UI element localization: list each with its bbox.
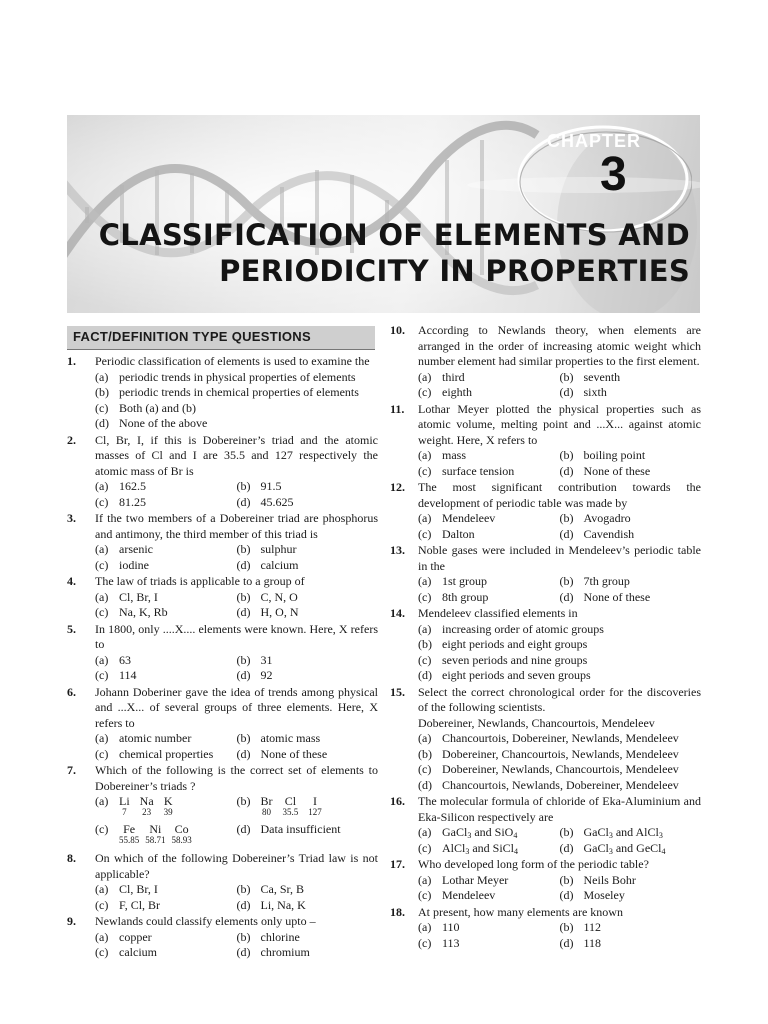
question-text: The molecular formula of chloride of Eka-Aluminium and Eka-Silicon respectively are [418, 794, 701, 824]
element-triad: Li 7 Na 23 K 39 [119, 794, 173, 817]
question-number: 14. [390, 606, 405, 620]
option-c: (c) Both (a) and (b) [95, 400, 196, 415]
option-c: (c) 81.25 [95, 494, 146, 509]
chapter-title-line-2: PERIODICITY IN PROPERTIES [219, 254, 690, 288]
chemical-formula: AlCl$_3$ and SiCl$_4$ [442, 840, 519, 856]
question-number: 8. [67, 851, 76, 865]
element-triad: Fe 55.85 Ni 58.71 Co 58.93 [119, 822, 192, 845]
question-text: At present, how many elements are known [418, 904, 623, 919]
option-a: (a) mass [418, 448, 466, 462]
option-b: (b) chlorine [236, 929, 300, 944]
question-18 [390, 905, 701, 952]
question-6 [67, 685, 378, 763]
option-b: (b) Neils Bohr [559, 872, 636, 887]
question-text: Johann Doberiner gave the idea of trends among physical and ...X... of several groups of three elements. Here, X refers to [95, 684, 378, 730]
question-7 [67, 763, 378, 850]
question-text: Periodic classification of elements is used to examine the [95, 354, 370, 368]
option-b: (b) GaCl$_3$ and AlCl$_3$ [560, 825, 702, 841]
option-a: (a) arsenic [95, 542, 153, 556]
question-number: 9. [67, 914, 76, 928]
option-b: (b) Dobereiner, Chancourtois, Newlands, Mendeleev [418, 746, 679, 761]
question-text: The law of triads is applicable to a group of [95, 574, 305, 588]
option-b: (b) 7th group [559, 574, 630, 588]
option-a: (a) Cl, Br, I [95, 882, 158, 896]
option-c: (c) seven periods and nine groups [418, 652, 588, 667]
question-number: 4. [67, 574, 76, 588]
option-a: (a) copper [95, 929, 152, 944]
question-text: If the two members of a Dobereiner triad are phosphorus and antimony, the third member of this triad is [95, 511, 378, 541]
option-c: (c) Fe 55.85 Ni 58.71 Co 58.93 [95, 822, 237, 850]
question-number: 17. [390, 857, 405, 871]
question-12 [390, 480, 701, 542]
left-column [67, 354, 378, 962]
chemical-formula: GaCl$_3$ and SiO$_4$ [442, 825, 518, 840]
option-a: (a) Chancourtois, Dobereiner, Newlands, Mendeleev [418, 731, 679, 745]
option-d: (d) H, O, N [236, 605, 299, 619]
option-c: (c) F, Cl, Br [95, 897, 161, 912]
option-d: (d) 118 [559, 935, 602, 950]
option-b: (b) atomic mass [236, 731, 321, 745]
option-c: (c) 113 [418, 935, 460, 950]
option-c: (c) iodine [95, 557, 149, 572]
option-d: (d) Cavendish [559, 526, 635, 541]
option-d: (d) sixth [559, 385, 607, 399]
question-number: 6. [67, 684, 76, 699]
option-b: (b) periodic trends in chemical properties of elements [95, 385, 359, 399]
question-11 [390, 402, 701, 480]
option-a: (a) Li 7 Na 23 K 39 [95, 794, 237, 822]
option-b: (b) 31 [236, 652, 273, 667]
option-d: (d) 92 [236, 668, 273, 682]
question-number: 3. [67, 511, 76, 525]
chapter-label: CHAPTER [547, 131, 642, 151]
question-text: Mendeleev classified elements in [418, 606, 578, 620]
question-text: On which of the following Dobereiner’s Triad law is not applicable? [95, 851, 378, 881]
option-a: (a) third [418, 369, 465, 384]
question-text: Cl, Br, I, if this is Dobereiner’s triad and the atomic masses of Cl and I are 35.5 and 127 respectively the atomic mass of Br is [95, 432, 378, 478]
question-number: 5. [67, 621, 76, 636]
option-d: (d) Chancourtois, Newlands, Dobereiner, Mendeleev [418, 777, 679, 792]
question-15 [390, 685, 701, 794]
chapter-banner [67, 115, 700, 313]
chemical-formula: GaCl$_3$ and GeCl$_4$ [583, 840, 666, 856]
option-b: (b) Br 80 Cl 35.5 I 127 [237, 794, 379, 822]
option-c: (c) chemical properties [95, 746, 214, 761]
chapter-title [70, 217, 690, 289]
option-b: (b) Avogadro [559, 511, 631, 525]
option-d: (d) eight periods and seven groups [418, 668, 591, 682]
question-2 [67, 433, 378, 511]
option-b: (b) 91.5 [236, 479, 282, 493]
question-text: Select the correct chronological order for the discoveries of the following scientists. [418, 684, 701, 714]
option-b: (b) boiling point [559, 448, 646, 462]
option-c: (c) Na, K, Rb [95, 605, 168, 619]
option-a: (a) Lothar Meyer [418, 872, 509, 887]
question-14 [390, 606, 701, 684]
option-c: (c) eighth [418, 385, 472, 399]
option-a: (a) Cl, Br, I [95, 589, 158, 604]
chapter-title-line-1: CLASSIFICATION OF ELEMENTS AND [98, 218, 690, 252]
question-text: According to Newlands theory, when elements are arranged in the order of increasing atomic weight which number element had similar properties to the first element. [418, 323, 701, 368]
option-a: (a) periodic trends in physical properties of elements [95, 369, 356, 384]
option-a: (a) 110 [418, 920, 460, 934]
question-4 [67, 574, 378, 621]
option-c: (c) AlCl$_3$ and SiCl$_4$ [418, 841, 560, 857]
option-c: (c) surface tension [418, 463, 515, 478]
option-d: (d) None of these [559, 589, 651, 604]
option-a: (a) 63 [95, 652, 131, 667]
question-text: The most significant contribution towards the development of periodic table was made by [418, 480, 701, 510]
question-number: 18. [390, 904, 405, 919]
question-5 [67, 622, 378, 684]
option-d: (d) None of these [236, 746, 328, 761]
question-13 [390, 543, 701, 605]
option-d: (d) Li, Na, K [236, 897, 306, 912]
question-number: 15. [390, 684, 405, 699]
option-a: (a) 1st group [418, 574, 487, 588]
option-d: (d) 45.625 [236, 494, 294, 509]
option-c: (c) calcium [95, 945, 157, 959]
question-number: 10. [390, 323, 405, 337]
option-c: (c) Dobereiner, Newlands, Chancourtois, Mendeleev [418, 762, 679, 776]
right-column [390, 323, 701, 952]
question-17 [390, 857, 701, 904]
option-b: (b) eight periods and eight groups [418, 637, 588, 651]
question-number: 11. [390, 401, 405, 416]
option-c: (c) 114 [95, 668, 137, 682]
option-d: (d) Data insufficient [236, 822, 341, 836]
question-text: Lothar Meyer plotted the physical properties such as atomic volume, melting point and ...X... against atomic weight. Here, X refers to [418, 401, 701, 447]
option-d: (d) GaCl$_3$ and GeCl$_4$ [560, 841, 702, 857]
option-c: (c) Mendeleev [418, 888, 496, 902]
question-text: Noble gases were included in Mendeleev’s periodic table in the [418, 543, 701, 573]
option-a: (a) GaCl$_3$ and SiO$_4$ [418, 825, 560, 841]
option-a: (a) atomic number [95, 731, 192, 745]
option-a: (a) 162.5 [95, 479, 146, 493]
option-c: (c) Dalton [418, 526, 475, 541]
question-text: Which of the following is the correct set of elements to Dobereiner’s triads ? [95, 763, 378, 793]
option-b: (b) C, N, O [236, 589, 298, 604]
question-number: 7. [67, 763, 76, 777]
question-8 [67, 851, 378, 913]
question-10 [390, 323, 701, 401]
option-b: (b) seventh [559, 369, 621, 384]
question-number: 2. [67, 432, 76, 447]
option-b: (b) sulphur [236, 542, 297, 556]
option-a: (a) increasing order of atomic groups [418, 621, 604, 636]
question-number: 16. [390, 794, 405, 808]
option-d: (d) None of the above [95, 416, 208, 430]
option-d: (d) calcium [236, 557, 299, 572]
option-d: (d) chromium [236, 945, 310, 959]
question-text: Who developed long form of the periodic table? [418, 857, 649, 871]
question-subtext: Dobereiner, Newlands, Chancourtois, Mendeleev [418, 715, 655, 730]
section-heading: FACT/DEFINITION TYPE QUESTIONS [67, 326, 375, 350]
question-16 [390, 794, 701, 856]
question-9 [67, 914, 378, 961]
option-c: (c) 8th group [418, 589, 489, 604]
element-triad: Br 80 Cl 35.5 I 127 [260, 794, 322, 817]
option-d: (d) None of these [559, 463, 651, 478]
question-number: 12. [390, 480, 405, 494]
option-a: (a) Mendeleev [418, 511, 496, 525]
option-b: (b) 112 [559, 920, 602, 934]
chemical-formula: GaCl$_3$ and AlCl$_3$ [583, 825, 663, 840]
question-text: In 1800, only ....X.... elements were known. Here, X refers to [95, 621, 378, 651]
question-text: Newlands could classify elements only upto – [95, 914, 316, 928]
question-3 [67, 511, 378, 573]
chapter-number: 3 [600, 148, 627, 201]
option-d: (d) Moseley [559, 888, 625, 902]
option-b: (b) Ca, Sr, B [236, 882, 305, 896]
question-number: 13. [390, 543, 405, 557]
question-1 [67, 354, 378, 432]
question-number: 1. [67, 354, 76, 368]
